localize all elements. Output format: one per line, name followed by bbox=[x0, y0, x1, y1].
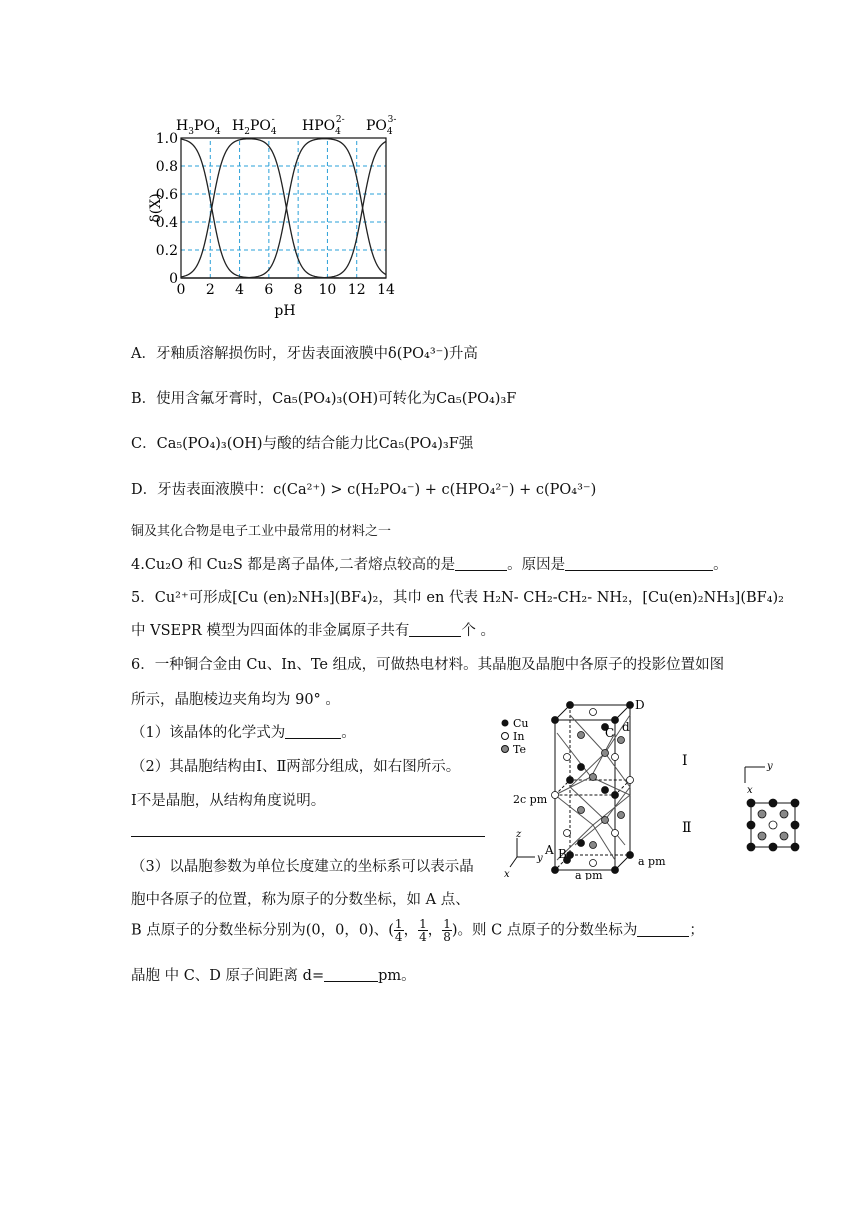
answer-blank[interactable] bbox=[565, 556, 713, 571]
question-6-part1: （1）该晶体的化学式为 。 bbox=[131, 725, 356, 741]
question-6-part2a: （2）其晶胞结构由Ⅰ、Ⅱ两部分组成，如右图所示。 bbox=[131, 759, 461, 775]
projection-axes bbox=[745, 767, 765, 783]
proj-axis-y: y bbox=[767, 761, 773, 772]
section-title: 铜及其化合物是电子工业中最常用的材料之一 bbox=[131, 524, 392, 539]
label-a-point: A bbox=[545, 843, 554, 857]
answer-blank[interactable] bbox=[285, 724, 341, 739]
axis-z: z bbox=[516, 829, 522, 840]
x-tick-label: 0 bbox=[176, 282, 186, 298]
chart-curves bbox=[181, 139, 386, 278]
y-tick-label: 0.2 bbox=[155, 243, 178, 259]
x-tick-label: 8 bbox=[293, 282, 303, 298]
y-tick-label: 1.0 bbox=[155, 131, 178, 147]
x-tick-label: 6 bbox=[264, 282, 274, 298]
series-label-h3po4: $H_3PO_4$ bbox=[176, 118, 221, 137]
legend-te: Te bbox=[513, 743, 526, 756]
label-part-1: Ⅰ bbox=[682, 753, 688, 769]
question-6-line2: 所示，晶胞棱边夹角均为 90° 。 bbox=[131, 692, 340, 708]
axis-y: y bbox=[537, 853, 543, 864]
legend-cu: Cu bbox=[513, 717, 529, 730]
label-distance: d bbox=[622, 720, 630, 734]
label-a-pm-side: a pm bbox=[638, 855, 666, 868]
question-6-part3c: B 点原子的分数坐标分别为(0，0，0)、( $\frac{1}{4}$ ， $\frac{1}{4}$ ， $\frac{1}{8}$ )。则 C 点原子的分数坐标为 ； bbox=[131, 917, 704, 944]
question-5-line2: 中 VSEPR 模型为四面体的非金属原子共有 个 。 bbox=[131, 623, 495, 639]
option-d: D．牙齿表面液膜中：c(Ca²⁺) > c(H₂PO₄⁻) + c(HPO₄²⁻) + c(PO₄³⁻) bbox=[131, 482, 597, 498]
series-label-po4: $PO_43-$ bbox=[366, 115, 397, 137]
answer-line[interactable] bbox=[131, 836, 485, 837]
x-tick-label: 14 bbox=[377, 282, 395, 298]
fraction: $\frac{1}{8}$ bbox=[443, 917, 451, 944]
legend-cu-marker bbox=[502, 720, 509, 727]
fraction: $\frac{1}{4}$ bbox=[419, 917, 427, 944]
x-axis-label: pH bbox=[274, 303, 296, 319]
projection-atoms bbox=[747, 799, 799, 851]
axes-icon bbox=[510, 838, 535, 867]
proj-axis-x: x bbox=[747, 785, 753, 796]
answer-blank[interactable] bbox=[637, 922, 689, 937]
answer-blank[interactable] bbox=[324, 967, 378, 982]
x-tick-label: 12 bbox=[347, 282, 366, 298]
label-2c-pm: 2c pm bbox=[513, 793, 548, 806]
answer-blank[interactable] bbox=[455, 556, 507, 571]
axis-x: x bbox=[504, 869, 510, 880]
option-a: A．牙釉质溶解损伤时，牙齿表面液膜中δ(PO₄³⁻)升高 bbox=[131, 346, 478, 362]
x-tick-label: 10 bbox=[318, 282, 337, 298]
label-part-2: Ⅱ bbox=[682, 820, 692, 836]
x-tick-label: 4 bbox=[235, 282, 245, 298]
y-tick-label: 0.4 bbox=[155, 215, 178, 231]
label-b-point: B bbox=[558, 847, 567, 861]
question-6-part3d: 晶胞 中 C、D 原子间距离 d= pm。 bbox=[131, 968, 416, 984]
answer-blank[interactable] bbox=[409, 622, 461, 637]
x-tick-label: 2 bbox=[205, 282, 215, 298]
question-4: 4.Cu₂O 和 Cu₂S 都是离子晶体,二者熔点较高的是 。原因是 。 bbox=[131, 557, 728, 573]
series-label-hpo4: $HPO_42-$ bbox=[302, 115, 345, 137]
label-a-pm-bottom: a pm bbox=[575, 869, 603, 880]
crystal-cell-figure bbox=[495, 695, 807, 880]
question-6-part3b: 胞中各原子的位置，称为原子的分数坐标，如 A 点、 bbox=[131, 892, 470, 908]
legend-in: In bbox=[513, 730, 525, 743]
series-line-1 bbox=[181, 139, 386, 278]
legend-te-marker bbox=[502, 746, 509, 753]
distribution-chart bbox=[130, 108, 410, 320]
y-tick-label: 0.8 bbox=[155, 159, 178, 175]
legend-in-marker bbox=[502, 733, 509, 740]
y-tick-label: 0 bbox=[169, 271, 178, 287]
series-label-h2po4: $H_2PO_4-$ bbox=[232, 115, 277, 137]
y-axis-label: δ(X) bbox=[148, 193, 164, 223]
y-tick-label: 0.6 bbox=[155, 187, 178, 203]
label-d-point: D bbox=[635, 698, 645, 712]
question-5-line1: 5．Cu²⁺可形成[Cu (en)₂NH₃](BF₄)₂，其巾 en 代表 H₂N- CH₂-CH₂- NH₂，[Cu(en)₂NH₃](BF₄)₂ bbox=[131, 590, 784, 606]
question-6-part3a: （3）以晶胞参数为单位长度建立的坐标系可以表示晶 bbox=[131, 859, 474, 875]
option-c: C．Ca₅(PO₄)₃(OH)与酸的结合能力比Ca₅(PO₄)₃F强 bbox=[131, 436, 474, 452]
question-6-line1: 6．一种铜合金由 Cu、In、Te 组成，可做热电材料。其晶胞及晶胞中各原子的投影位置如图 bbox=[131, 657, 725, 673]
label-c-point: C bbox=[605, 726, 615, 740]
option-b: B．使用含氟牙膏时，Ca₅(PO₄)₃(OH)可转化为Ca₅(PO₄)₃F bbox=[131, 391, 517, 407]
question-6-part2b: Ⅰ不是晶胞，从结构角度说明。 bbox=[131, 793, 326, 809]
fraction: $\frac{1}{4}$ bbox=[394, 917, 403, 944]
